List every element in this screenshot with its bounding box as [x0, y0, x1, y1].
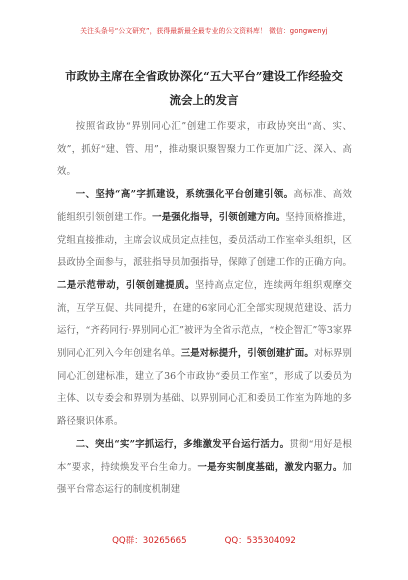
section-1-text-d: 对标界别同心汇创建标准，建立了36个市政协“委员工作室”，形成了以委员为主体、以专委会和界别为基础、以界别同心汇和委员工作室为阵地的多路径聚识体系。 — [57, 348, 352, 428]
title-line-2: 流会上的发言 — [169, 93, 239, 107]
section-1-point-2: 二是示范带动，引领创建提质。 — [57, 279, 195, 291]
section-1-text-c: 坚持高点定位，连续两年组织观摩交流，互学互促、共同提升，在建的6家同心汇全部实现规范建设、活力运行，“齐药同行·界别同心汇”被评为全省示范点，“校企智汇”等3家界别同心汇列入今年创建名单。 — [57, 279, 352, 360]
paragraph-section-1 — [57, 184, 352, 434]
section-1-text-b: 坚持顶格推进，党组直接推动，主席会议成员定点挂包，委员活动工作室牵头组织，区县政协全面参与，派驻指导员加强指导，保障了创建工作的正确方向。 — [57, 211, 352, 269]
section-heading-1: 一、坚持“高”字抓建设，系统强化平台创建引领。 — [75, 189, 294, 201]
title-line-1: 市政协主席在全省政协深化“五大平台”建设工作经验交 — [65, 69, 343, 83]
footer-qq: QQ：535304092 — [224, 536, 296, 546]
footer-qq-group: QQ群：30265665 — [112, 536, 187, 546]
section-2-text-b: 加强平台常态运行的制度机制建 — [57, 461, 352, 496]
document-body — [57, 116, 352, 502]
paragraph-intro: 按照省政协“界别同心汇”创建工作要求，市政协突出“高、实、效”，抓好“建、管、用”，推动聚识聚智聚力工作更加广泛、深入、高效。 — [57, 121, 352, 178]
document-title — [40, 64, 368, 112]
section-2-point-1: 一是夯实制度基础，激发内驱力。 — [197, 461, 343, 473]
footer-contact — [0, 534, 408, 546]
header-notice: 关注头条号“公文研究”，获得最新最全最专业的公文资料库！ 微信：gongwenyj — [80, 27, 328, 35]
section-heading-2: 二、突出“实”字抓运行，多维激发平台运行活力。 — [75, 438, 290, 450]
section-1-text-a: 高标准、高效能组织引领创建工作。 — [57, 189, 352, 223]
section-2-text-a: 贯彻“用好是根本”要求，持续焕发平台生命力。 — [57, 438, 352, 473]
section-1-point-1: 一是强化指导，引领创建方向。 — [152, 211, 286, 223]
section-1-point-3: 三是对标提升，引领创建扩面。 — [180, 348, 314, 360]
paragraph-section-2 — [57, 434, 352, 502]
